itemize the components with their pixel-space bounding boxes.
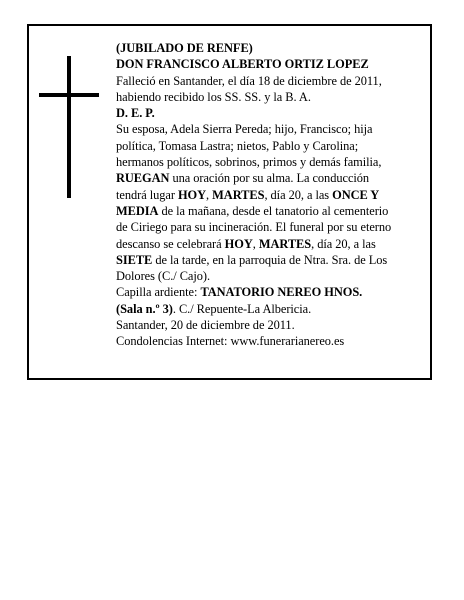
funeral-line-2 [116,236,428,252]
family-line-2: política, Tomasa Lastra; nietos, Pablo y Carolina; [116,138,359,153]
family-line-3: hermanos políticos, sobrinos, primos y demás familia, [116,155,382,170]
room-address-line [116,301,428,317]
comma-2: , [252,236,259,251]
half-text: MEDIA [116,203,159,218]
obituary-text [116,40,428,350]
deceased-name: DON FRANCISCO ALBERTO ORTIZ LOPEZ [116,57,369,72]
address-text: . C./ Repuente-La Albericia. [172,301,312,316]
death-line-2: habiendo recibido los SS. SS. y la B. A. [116,89,311,104]
funeral-line-3 [116,252,428,268]
request-line [116,170,428,186]
cross-icon-vertical-bar [67,56,71,198]
room-number: (Sala n.º 3) [116,301,173,316]
obituary-notice [27,24,432,380]
eleven-and-text: ONCE Y [332,187,380,202]
chapel-line [116,284,428,300]
today-text: HOY [177,187,207,202]
funeral-line-3-text: de la tarde, en la parroquia de Ntra. Sra. de Los [152,252,388,267]
procession-line-3-text: de la mañana, desde el tanatorio al cementerio [158,203,389,218]
seven-text: SIETE [116,252,153,267]
funeral-today-text: HOY [224,236,253,251]
family-line-1: Su esposa, Adela Sierra Pereda; hijo, Francisco; hija [116,122,373,137]
comma-1: , [206,187,213,202]
date-line: Santander, 20 de diciembre de 2011. [116,318,295,333]
procession-line-2 [116,187,428,203]
funeral-line-4: Dolores (C./ Cajo). [116,269,211,284]
tuesday-text: MARTES [212,187,265,202]
funeral-prefix: descanso se celebrará [116,236,225,251]
procession-line-4: de Ciriego para su incineración. El funeral por su eterno [116,220,392,235]
procession-mid: , día 20, a las [264,187,333,202]
condolences-line: Condolencias Internet: www.funerarianereo.es [116,334,345,349]
affiliation: (JUBILADO DE RENFE) [116,41,253,55]
funeral-home-name: TANATORIO NEREO HNOS. [200,285,363,300]
chapel-prefix: Capilla ardiente: [116,285,201,300]
funeral-tuesday-text: MARTES [258,236,312,251]
death-line-1: Falleció en Santander, el día 18 de diciembre de 2011, [116,73,382,88]
cross-icon-horizontal-bar [39,93,99,97]
request-bold: RUEGAN [116,171,170,186]
procession-prefix: tendrá lugar [116,187,178,202]
procession-line-3 [116,203,428,219]
rip-text: D. E. P. [116,106,155,121]
funeral-mid: , día 20, a las [311,236,376,251]
request-text: una oración por su alma. La conducción [169,171,370,186]
